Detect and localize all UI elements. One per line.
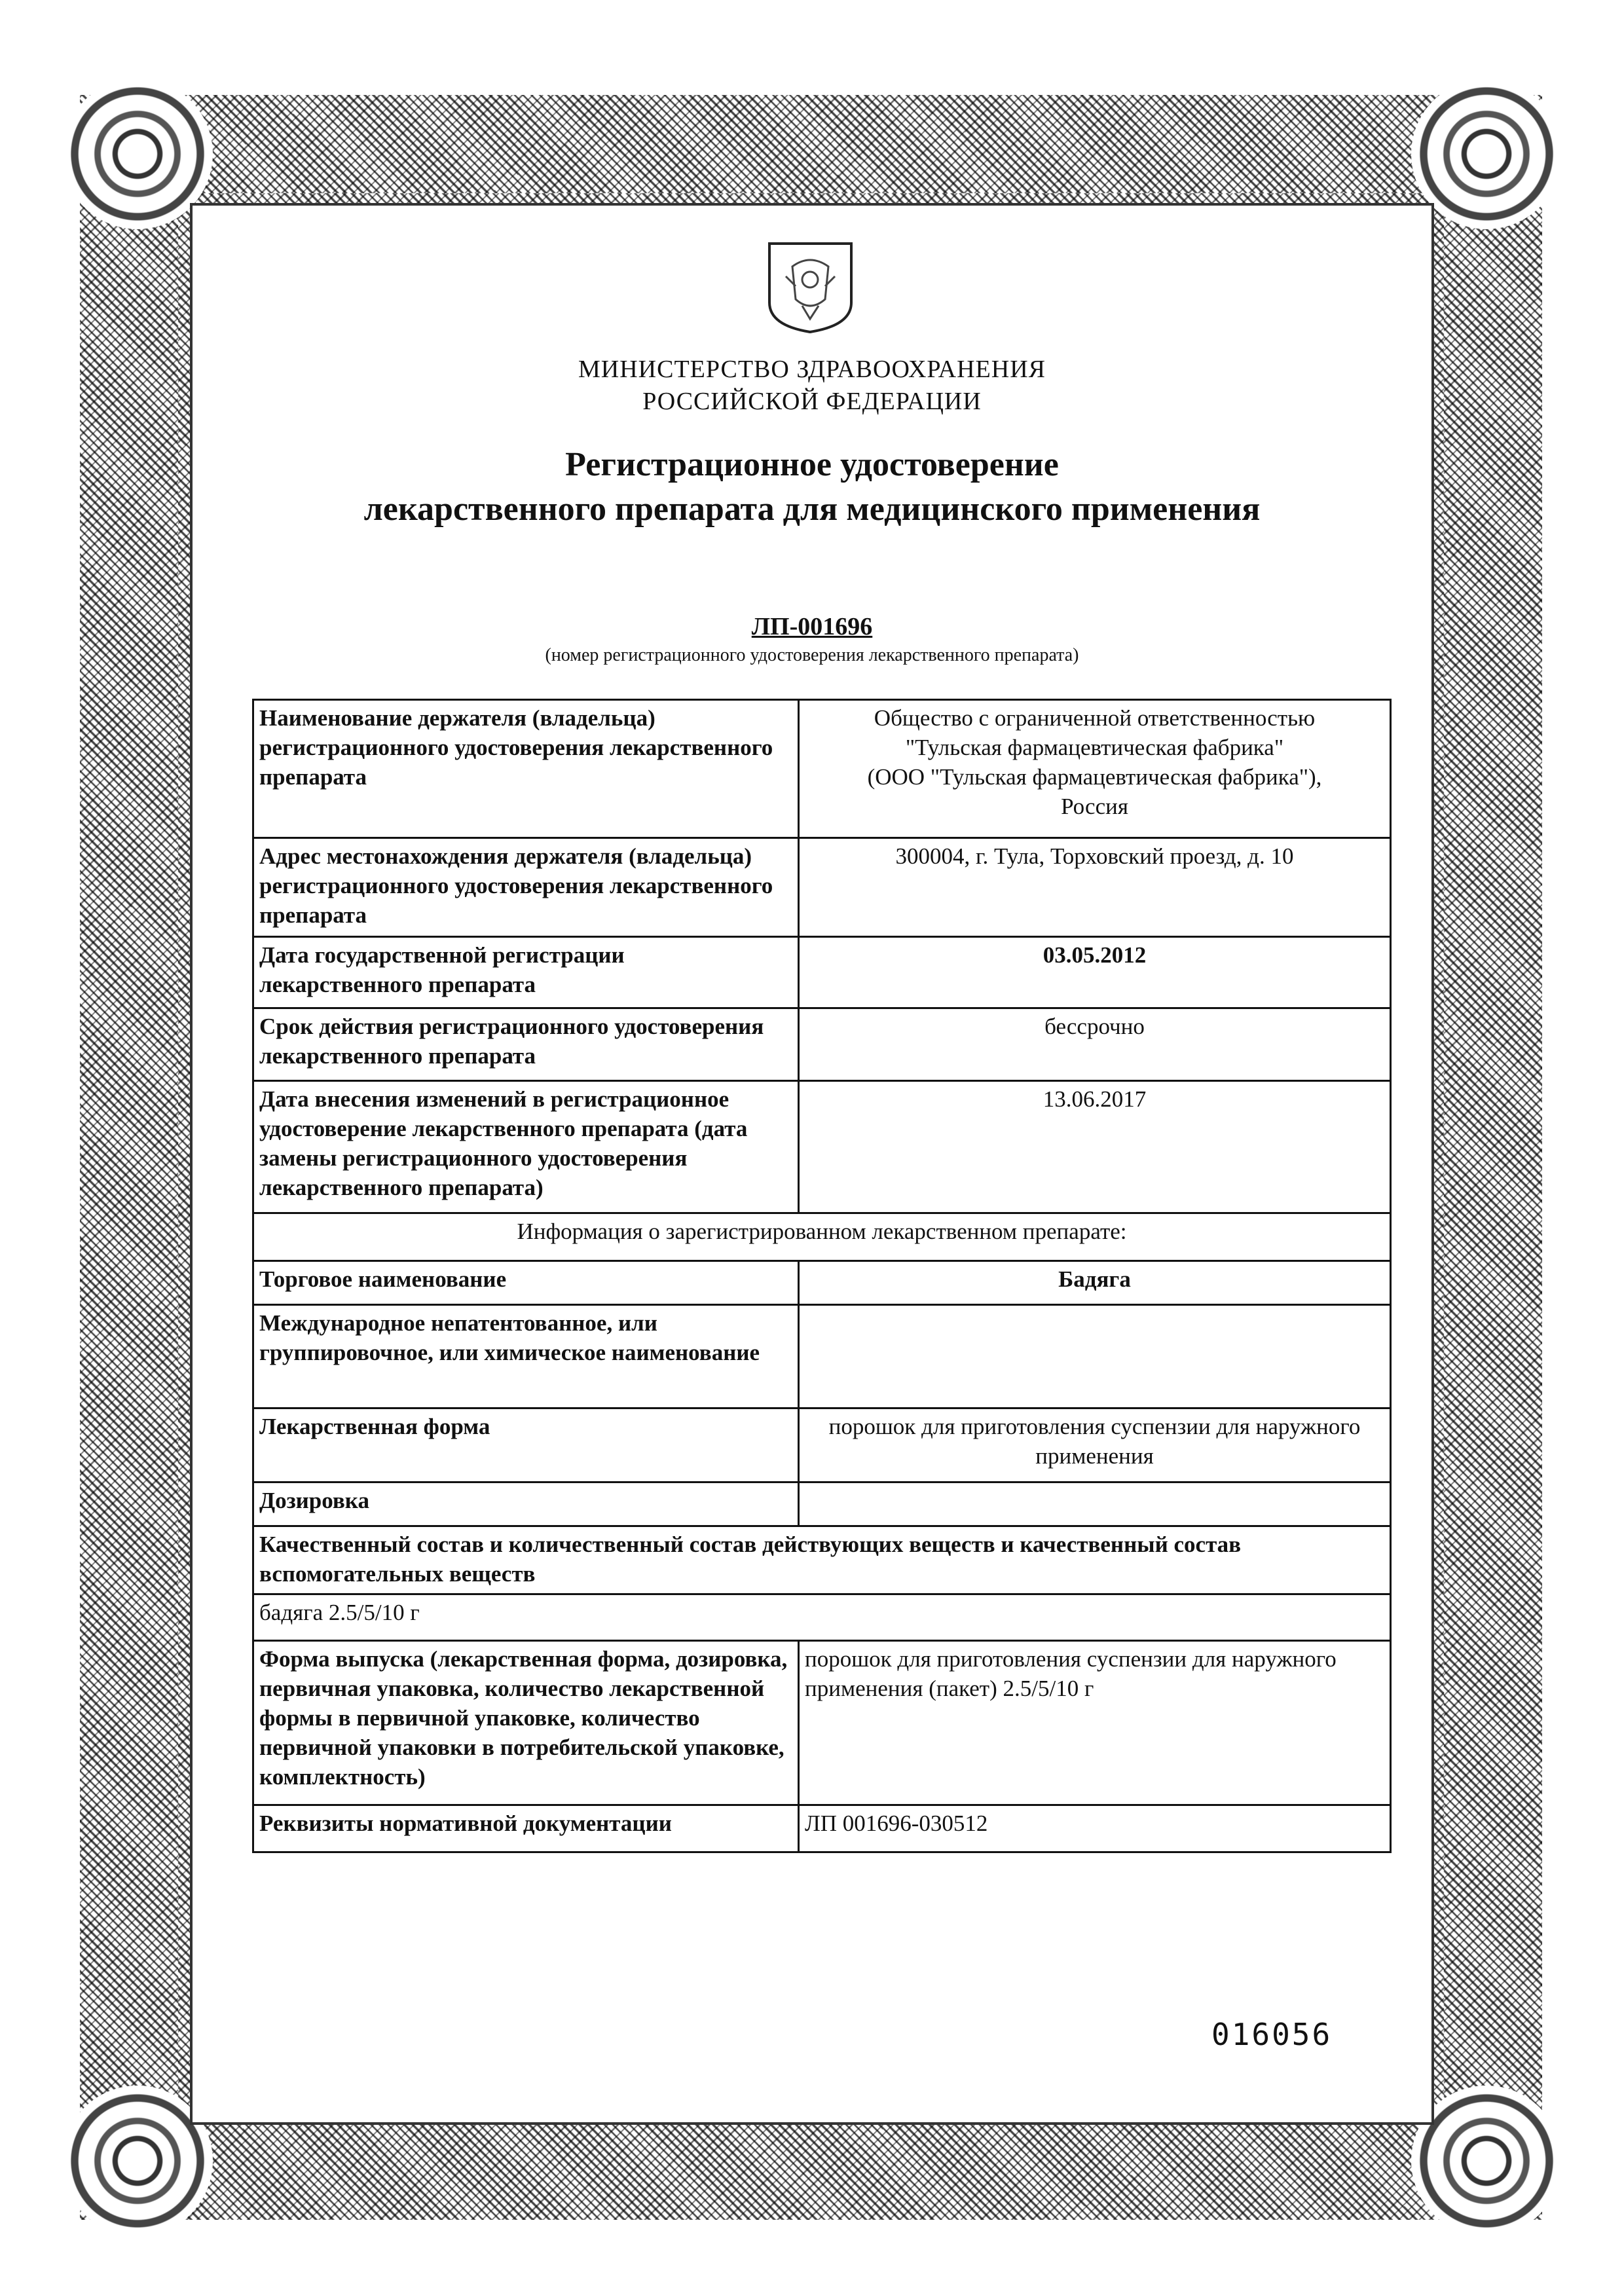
table-row [253, 1261, 1391, 1305]
table-row [253, 1594, 1391, 1641]
holder-value-line: (ООО "Тульская фармацевтическая фабрика"), [867, 764, 1322, 790]
coat-of-arms-emblem [766, 240, 855, 334]
table-row [253, 1408, 1391, 1482]
dosage-form-value: порошок для приготовления суспензии для наружного применения [799, 1408, 1391, 1482]
table-row [253, 838, 1391, 937]
registration-number-caption: (номер регистрационного удостоверения лекарственного препарата) [545, 645, 1079, 665]
document-title [190, 443, 1434, 532]
validity-label: Срок действия регистрационного удостоверения лекарственного препарата [253, 1008, 799, 1081]
table-row [253, 1305, 1391, 1408]
trade-name-value: Бадяга [799, 1261, 1391, 1305]
serial-number: 016056 [1211, 2017, 1333, 2052]
dosage-label: Дозировка [253, 1482, 799, 1526]
title-line-2: лекарственного препарата для медицинского применения [363, 490, 1261, 528]
address-value: 300004, г. Тула, Торховский проезд, д. 10 [799, 838, 1391, 937]
registration-number: ЛП-001696 [751, 613, 873, 640]
ministry-line-2: РОССИЙСКОЙ ФЕДЕРАЦИИ [642, 388, 982, 415]
ministry-line-1: МИНИСТЕРСТВО ЗДРАВООХРАНЕНИЯ [578, 356, 1046, 383]
table-row [253, 1008, 1391, 1081]
holder-value-line: Россия [1061, 794, 1128, 819]
holder-value [799, 700, 1391, 838]
registration-table [252, 699, 1392, 1853]
inn-label: Международное непатентованное, или группировочное, или химическое наименование [253, 1305, 799, 1408]
composition-value: бадяга 2.5/5/10 г [253, 1594, 1391, 1641]
holder-value-line: "Тульская фармацевтическая фабрика" [905, 735, 1284, 760]
address-label: Адрес местонахождения держателя (владельца) регистрационного удостоверения лекарственного препарата [253, 838, 799, 937]
dosage-form-label: Лекарственная форма [253, 1408, 799, 1482]
info-heading: Информация о зарегистрированном лекарственном препарате: [253, 1213, 1391, 1261]
normative-doc-label: Реквизиты нормативной документации [253, 1805, 799, 1852]
dosage-value [799, 1482, 1391, 1526]
release-form-value: порошок для приготовления суспензии для наружного применения (пакет) 2.5/5/10 г [799, 1641, 1391, 1805]
table-row [253, 1213, 1391, 1261]
table-row [253, 937, 1391, 1008]
change-date-label: Дата внесения изменений в регистрационное удостоверение лекарственного препарата (дата замены регистрационного удостоверения лекарственного препарата) [253, 1081, 799, 1213]
holder-value-line: Общество с ограниченной ответственностью [874, 705, 1316, 731]
ministry-name [190, 354, 1434, 418]
title-line-1: Регистрационное удостоверение [565, 446, 1059, 483]
table-row [253, 1482, 1391, 1526]
trade-name-label: Торговое наименование [253, 1261, 799, 1305]
table-row [253, 1526, 1391, 1594]
holder-label: Наименование держателя (владельца) регистрационного удостоверения лекарственного препарата [253, 700, 799, 838]
table-row [253, 1641, 1391, 1805]
table-row [253, 700, 1391, 838]
table-row [253, 1805, 1391, 1852]
inn-value [799, 1305, 1391, 1408]
validity-value: бессрочно [799, 1008, 1391, 1081]
composition-label: Качественный состав и количественный состав действующих веществ и качественный состав вспомогательных веществ [253, 1526, 1391, 1594]
registration-date-value: 03.05.2012 [799, 937, 1391, 1008]
table-row [253, 1081, 1391, 1213]
normative-doc-value: ЛП 001696-030512 [799, 1805, 1391, 1852]
release-form-label: Форма выпуска (лекарственная форма, дозировка, первичная упаковка, количество лекарственной формы в первичной упаковке, количество первичной упаковки в потребительской упаковке, комплектность) [253, 1641, 799, 1805]
change-date-value: 13.06.2017 [799, 1081, 1391, 1213]
registration-date-label: Дата государственной регистрации лекарственного препарата [253, 937, 799, 1008]
